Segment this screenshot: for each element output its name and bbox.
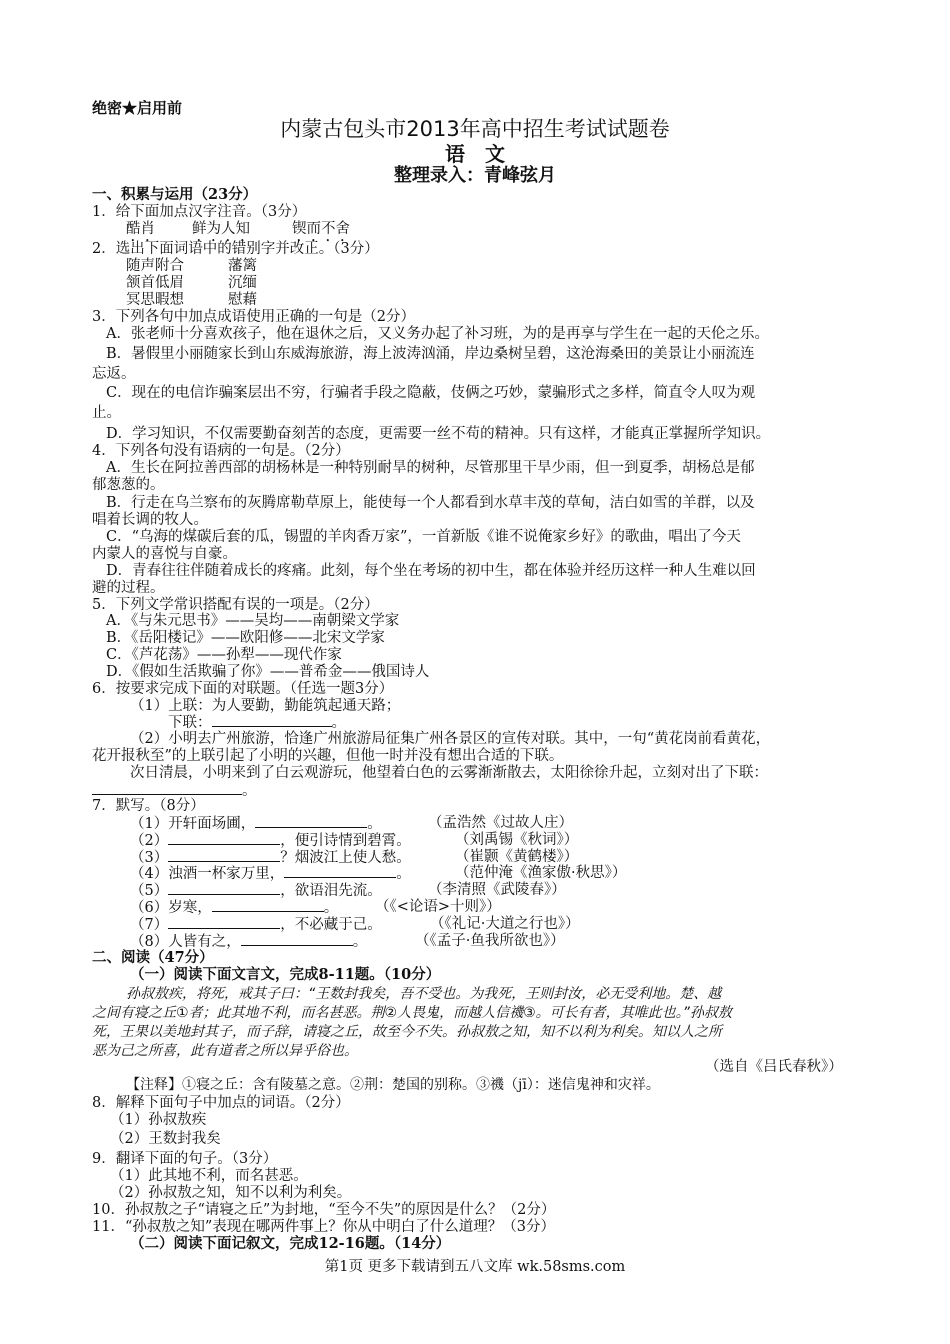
q7-source: （李清照《武陵春》） [428, 882, 566, 898]
answer-blank[interactable] [168, 881, 280, 895]
question-6-stem: 6．按要求完成下面的对联题。（任选一题3分） [92, 681, 394, 697]
q6-sub2-line3: 次日清晨，小明来到了白云观游玩，他望着白色的云雾渐渐散去，太阳徐徐升起，立刻对出了下联： [130, 765, 768, 781]
answer-blank[interactable] [212, 713, 332, 727]
q4-option-d: D．青春往往伴随着成长的疼痛。此刻，每个坐在考场的初中生，都在体验并经历这样一种人生难以回 [106, 563, 756, 579]
q6-upper-couplet: （1）上联：为人要勤，勤能筑起通天路； [130, 698, 401, 714]
question-3-stem: 3．下列各句中加点成语使用正确的一句是（2分） [92, 309, 415, 325]
question-5-stem: 5．下列文学常识搭配有误的一项是。（2分） [92, 597, 379, 613]
question-1-stem: 1．给下面加点汉字注音。（3分） [92, 204, 307, 220]
passage-source: （选自《吕氏春秋》） [705, 1059, 843, 1075]
q3-option-b-cont: 忘返。 [92, 366, 136, 382]
q8-item: （2）王数封我矣 [110, 1131, 221, 1147]
q1-word-3: 锲而不舍 [292, 221, 350, 237]
q9-item: （1）此其地不利，而名甚恶。 [110, 1168, 308, 1184]
passage-line: 孙叔敖疾，将死，戒其子曰：“王数封我矣，吾不受也。为我死，王则封汝，必无受利地。楚、越 [126, 986, 722, 1002]
q3-option-b: B．暑假里小丽随家长到山东威海旅游，海上波涛汹涌，岸边桑树呈碧，这沧海桑田的美景让小丽流连 [106, 346, 755, 362]
q2-word: 沉缅 [228, 275, 257, 291]
q7-source: （《<论语>十则》） [375, 899, 501, 915]
q6-answer-line: 。 [92, 781, 257, 800]
q8-item: （1）孙叔敖疾 [110, 1112, 207, 1128]
answer-blank[interactable] [284, 864, 396, 878]
passage-notes: 【注释】①寝之丘：含有陵墓之意。②荆：楚国的别称。③禨（jī）：迷信鬼神和灾祥。 [126, 1077, 660, 1093]
answer-blank[interactable] [168, 915, 280, 929]
q7-item: （8）人皆有之， 。 [130, 934, 368, 950]
compiler-credit: 整理录入：青峰弦月 [394, 165, 556, 186]
q2-word: 藩篱 [228, 258, 257, 274]
q1-word-2: 鲜为人知 [192, 221, 250, 237]
passage-line: 死，王果以美地封其子，而子辞，请寝之丘，故至今不失。孙叔敖之知，知不以利为利矣。知以人之所 [92, 1024, 722, 1040]
passage-line: 之间有寝之丘①者；此其地不利，而名甚恶。荆②人畏鬼，而越人信禨③。可长有者，其唯此也。”孙叔敖 [92, 1005, 732, 1021]
q2-word: 慰藉 [228, 292, 257, 308]
q6-sub2-line2: 花开报秋至”的上联引起了小明的兴趣，但他一时并没有想出合适的下联。 [92, 748, 564, 764]
confidential-mark: 绝密★启用前 [92, 99, 183, 117]
q7-source: （范仲淹《渔家傲·秋思》） [455, 865, 627, 881]
q7-source: （《礼记·大道之行也》） [430, 916, 580, 932]
answer-blank[interactable] [255, 814, 367, 828]
question-9-stem: 9．翻译下面的句子。（3分） [92, 1151, 278, 1167]
q4-option-c: C．“乌海的煤碳后套的瓜，锡盟的羊肉香万家”，一首新版《谁不说俺家乡好》的歌曲，唱出了今天 [106, 529, 741, 545]
answer-blank[interactable] [168, 831, 280, 845]
q7-source: （刘禹锡《秋词》） [455, 832, 579, 848]
q5-option: C．《芦花荡》——孙犁——现代作家 [106, 647, 342, 663]
q4-option-c-cont: 内蒙人的喜悦与自豪。 [92, 546, 237, 562]
q2-word: 冥思暇想 [126, 292, 184, 308]
q7-item: （2） ，便引诗情到碧霄。 [130, 833, 411, 849]
page-title: 内蒙古包头市2013年高中招生考试试题卷 [280, 117, 670, 141]
subsection-heading-1: （一）阅读下面文言文，完成8-11题。（10分） [130, 966, 441, 983]
subsection-heading-2: （二）阅读下面记叙文，完成12-16题。（14分） [130, 1235, 451, 1252]
q4-option-a-cont: 郁葱葱的。 [92, 477, 165, 493]
passage-line: 恶为己之所喜，此有道者之所以异乎俗也。 [92, 1043, 358, 1059]
section-heading-2: 二、阅读（47分） [92, 949, 214, 966]
q5-option: D．《假如生活欺骗了你》——普希金——俄国诗人 [106, 664, 430, 680]
answer-blank[interactable] [92, 781, 242, 795]
q7-source: （崔颢《黄鹤楼》） [455, 849, 579, 865]
q4-option-b: B．行走在乌兰察布的灰腾席勒草原上，能使每一个人都看到水草丰茂的草甸，洁白如雪的羊群，以及 [106, 495, 755, 511]
q7-item: （4）浊酒一杯家万里， 。 [130, 866, 411, 882]
q4-option-b-cont: 唱着长调的牧人。 [92, 512, 208, 528]
question-7-stem: 7．默写。（8分） [92, 798, 205, 814]
answer-blank[interactable] [241, 932, 353, 946]
q3-option-c-cont: 止。 [92, 405, 121, 421]
q7-item: （6）岁寒， 。 [130, 900, 339, 916]
q7-source: （孟浩然《过故人庄） [428, 815, 573, 831]
q7-item: （7） ，不必藏于己。 [130, 917, 382, 933]
question-10: 10．孙叔敖之子“请寝之丘”为封地，“至今不失”的原因是什么？（2分） [92, 1202, 556, 1218]
question-8-stem: 8．解释下面句子中加点的词语。（2分） [92, 1095, 350, 1111]
subject-title: 语 文 [445, 142, 505, 166]
question-4-stem: 4．下列各句没有语病的一句是。（2分） [92, 443, 350, 459]
section-heading-1: 一、积累与运用（23分） [92, 186, 258, 203]
q7-item: （3） ？烟波江上使人愁。 [130, 850, 411, 866]
q4-option-a: A．生长在阿拉善西部的胡杨林是一种特别耐旱的树种，尽管那里干旱少雨，但一到夏季，胡杨总是郁 [106, 460, 755, 476]
answer-blank[interactable] [168, 848, 280, 862]
question-2-stem: 2．选出下面词语中的错别字并改正。（3分） [92, 241, 379, 257]
q2-word: 颔首低眉 [126, 275, 184, 291]
q1-word-1: 酷肖 [126, 221, 155, 237]
q6-sub2-line1: （2）小明去广州旅游，恰逢广州旅游局征集广州各景区的宣传对联。其中，一句“黄花岗前看黄花， [130, 731, 771, 747]
q3-option-a: A．张老师十分喜欢孩子，他在退休之后，又义务办起了补习班，为的是再享与学生在一起的天伦之乐。 [106, 326, 769, 342]
q4-option-d-cont: 避的过程。 [92, 580, 165, 596]
question-11: 11．“孙叔敖之知”表现在哪两件事上？你从中明白了什么道理？（3分） [92, 1219, 555, 1235]
page-footer: 第1页 更多下载请到五八文库 wk.58sms.com [324, 1259, 626, 1275]
q7-source: （《孟子·鱼我所欲也》） [415, 933, 565, 949]
q2-word: 随声附合 [126, 258, 184, 274]
q7-item: （5） ，欲语泪先流。 [130, 883, 382, 899]
q5-option: A．《与朱元思书》——吴均——南朝梁文学家 [106, 613, 400, 629]
q5-option: B．《岳阳楼记》——欧阳修——北宋文学家 [106, 630, 385, 646]
q9-item: （2）孙叔敖之知，知不以利为利矣。 [110, 1185, 352, 1201]
q3-option-c: C．现在的电信诈骗案层出不穷，行骗者手段之隐蔽，伎俩之巧妙，蒙骗形式之多样，简直令人叹为观 [106, 385, 756, 401]
q3-option-d: D．学习知识，不仅需要勤奋刻苦的态度，更需要一丝不苟的精神。只有这样，才能真正掌握所学知识。 [106, 426, 771, 442]
q7-item: （1）开轩面场圃， 。 [130, 816, 382, 832]
q6-lower-couplet: 下联： 。 [168, 715, 346, 731]
answer-blank[interactable] [212, 898, 324, 912]
